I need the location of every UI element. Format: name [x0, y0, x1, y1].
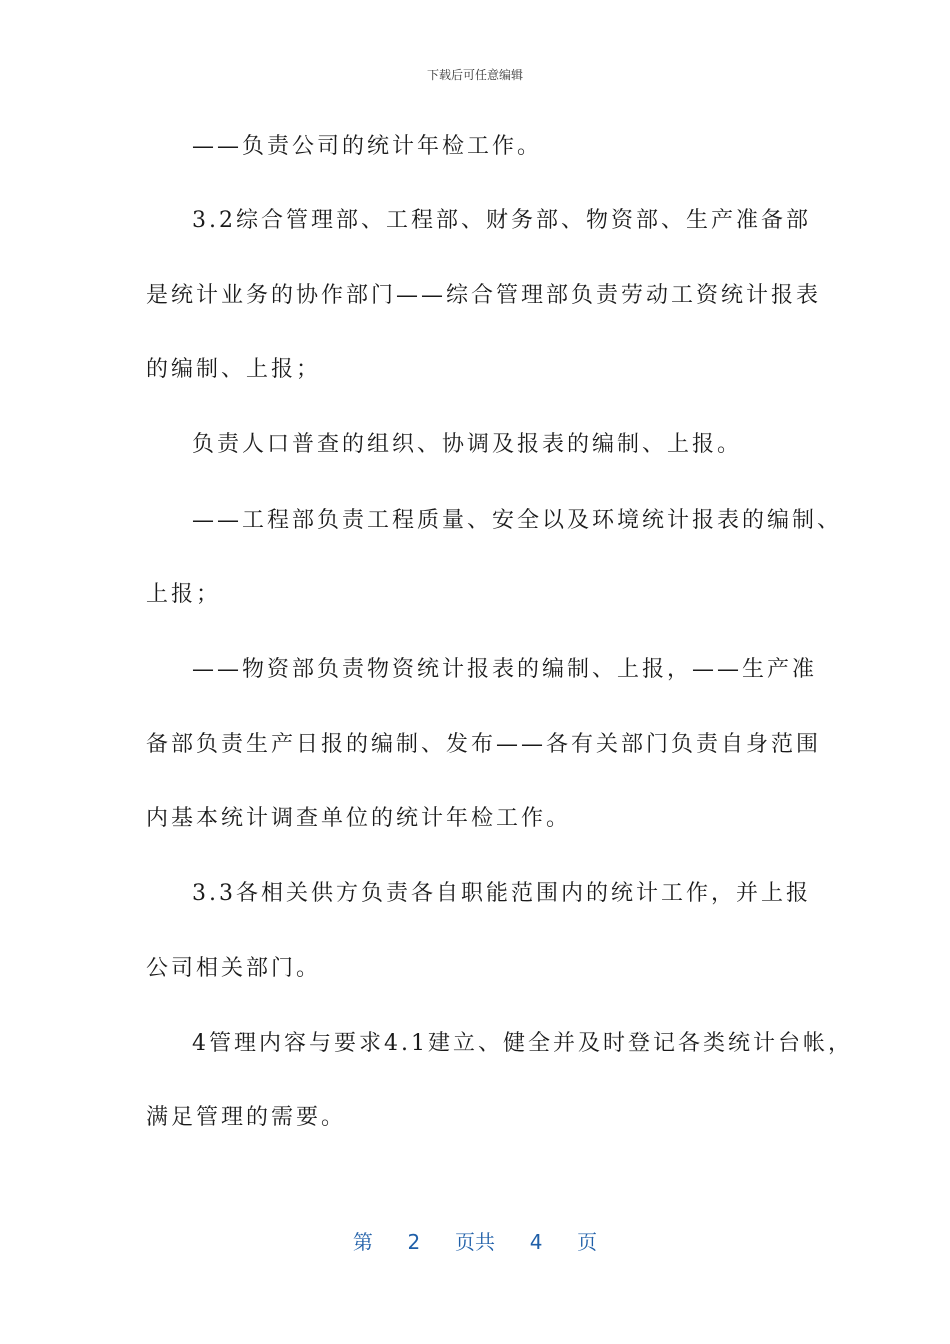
total-page-count: 4: [529, 1230, 543, 1254]
paragraph-line: 满足管理的需要。: [146, 1105, 347, 1130]
footer-prefix: 第: [352, 1230, 373, 1254]
paragraph-line: 公司相关部门。: [146, 956, 322, 981]
footer-suffix: 页: [577, 1230, 598, 1254]
current-page-number: 2: [407, 1230, 421, 1254]
paragraph-line: ——工程部负责工程质量、安全以及环境统计报表的编制、: [192, 508, 843, 533]
paragraph-line: 4管理内容与要求4.1建立、健全并及时登记各类统计台帐，: [192, 1031, 853, 1056]
footer-mid: 页共: [455, 1230, 495, 1254]
paragraph-line: 上报；: [146, 582, 222, 607]
paragraph-line: 负责人口普查的组织、协调及报表的编制、上报。: [192, 432, 743, 457]
paragraph-line: 备部负责生产日报的编制、发布——各有关部门负责自身范围: [146, 732, 822, 757]
paragraph-line: 是统计业务的协作部门——综合管理部负责劳动工资统计报表: [146, 283, 822, 308]
paragraph-line: 的编制、上报；: [146, 357, 322, 382]
paragraph-line: 内基本统计调查单位的统计年检工作。: [146, 806, 572, 831]
paragraph-line: ——物资部负责物资统计报表的编制、上报，——生产准: [192, 657, 818, 682]
header-note: 下载后可任意编辑: [426, 68, 523, 82]
paragraph-line: 3.3各相关供方负责各自职能范围内的统计工作，并上报: [192, 881, 811, 906]
paragraph-line: ——负责公司的统计年检工作。: [192, 134, 543, 159]
page-footer: [0, 1226, 950, 1255]
paragraph-line: 3.2综合管理部、工程部、财务部、物资部、生产准备部: [192, 208, 811, 233]
